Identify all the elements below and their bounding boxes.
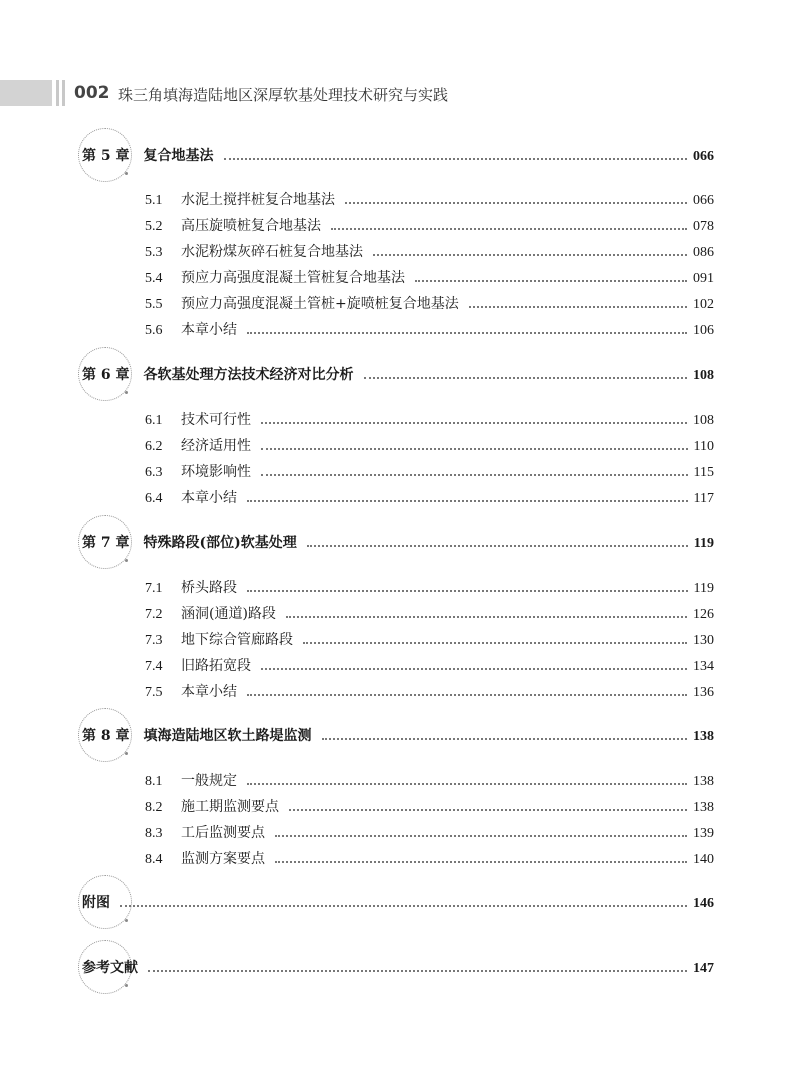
- section-number: 6.3: [145, 465, 163, 480]
- dot-leader: [364, 377, 688, 379]
- toc-section-entry[interactable]: [145, 294, 714, 315]
- section-title: 预应力高强度混凝土管桩复合地基法: [181, 270, 405, 286]
- dot-leader: [289, 809, 687, 811]
- dot-leader: [307, 545, 688, 547]
- page-ref: 108: [693, 413, 714, 428]
- section-number: 6.4: [145, 491, 163, 506]
- section-number: 6.1: [145, 413, 163, 428]
- section-title: 旧路拓宽段: [181, 658, 251, 674]
- dot-leader: [331, 228, 687, 230]
- page-ref: 138: [693, 774, 714, 789]
- section-number: 7.2: [145, 607, 163, 622]
- dot-leader: [275, 835, 687, 837]
- page-ref: 136: [693, 685, 714, 700]
- section-title: 监测方案要点: [181, 851, 265, 867]
- section-title: 环境影响性: [181, 464, 251, 480]
- page-ref: 140: [693, 852, 714, 867]
- chapter-label: 第 5 章: [82, 148, 130, 164]
- page-ref: 066: [693, 149, 714, 164]
- dot-leader: [247, 500, 688, 502]
- references-title: 参考文献: [82, 960, 138, 976]
- page-ref: 106: [693, 323, 714, 338]
- page-ref: 130: [693, 633, 714, 648]
- dot-leader: [303, 642, 687, 644]
- section-title: 涵洞(通道)路段: [181, 606, 276, 622]
- page-ref: 102: [693, 297, 714, 312]
- dot-leader: [373, 254, 687, 256]
- dot-leader: [247, 590, 688, 592]
- page-ref: 134: [693, 659, 714, 674]
- page-ref: 138: [693, 729, 714, 744]
- page-ref: 066: [693, 193, 714, 208]
- section-number: 8.2: [145, 800, 163, 815]
- section-title: 本章小结: [181, 322, 237, 338]
- section-number: 5.4: [145, 271, 163, 286]
- section-number: 5.2: [145, 219, 163, 234]
- page-ref: 117: [693, 491, 714, 506]
- section-title: 技术可行性: [181, 412, 251, 428]
- toc-section-entry[interactable]: [145, 604, 714, 625]
- page-ref: 091: [693, 271, 714, 286]
- toc-section-entry[interactable]: [145, 797, 714, 818]
- toc-section-entry[interactable]: [145, 410, 714, 431]
- section-number: 7.4: [145, 659, 163, 674]
- toc-section-entry[interactable]: [145, 190, 714, 211]
- chapter-title: 各软基处理方法技术经济对比分析: [143, 367, 354, 383]
- chapter-label: 第 6 章: [82, 367, 130, 383]
- page-ref: 139: [693, 826, 714, 841]
- chapter-title: 特殊路段(部位)软基处理: [143, 535, 297, 551]
- dot-leader: [247, 783, 687, 785]
- toc-chapter-entry[interactable]: [82, 726, 714, 747]
- appendix-title: 附图: [82, 895, 110, 911]
- toc-chapter-entry[interactable]: [82, 533, 714, 554]
- section-number: 7.5: [145, 685, 163, 700]
- toc-chapter-entry[interactable]: [82, 146, 714, 167]
- toc-section-entry[interactable]: [145, 462, 714, 483]
- section-number: 7.1: [145, 581, 163, 596]
- chapter-label: 第 8 章: [82, 728, 130, 744]
- page-ref: 086: [693, 245, 714, 260]
- page-number: 002: [74, 83, 110, 103]
- dot-leader: [247, 332, 687, 334]
- section-title: 工后监测要点: [181, 825, 265, 841]
- section-number: 7.3: [145, 633, 163, 648]
- section-title: 本章小结: [181, 490, 237, 506]
- page-ref: 138: [693, 800, 714, 815]
- section-number: 5.6: [145, 323, 163, 338]
- header-divider: [62, 80, 65, 106]
- toc-section-entry[interactable]: [145, 242, 714, 263]
- page-ref: 115: [693, 465, 714, 480]
- dot-leader: [261, 422, 687, 424]
- toc-section-entry[interactable]: [145, 268, 714, 289]
- page-ref: 078: [693, 219, 714, 234]
- chapter-label: 第 7 章: [82, 535, 130, 551]
- toc-chapter-entry[interactable]: [82, 365, 714, 386]
- section-title: 地下综合管廊路段: [181, 632, 293, 648]
- toc-section-entry[interactable]: [145, 771, 714, 792]
- page-ref: 108: [693, 368, 714, 383]
- toc-section-entry[interactable]: [145, 682, 714, 703]
- dot-leader: [148, 970, 687, 972]
- section-title: 施工期监测要点: [181, 799, 279, 815]
- section-title: 高压旋喷桩复合地基法: [181, 218, 321, 234]
- header-gray-bar: [0, 80, 52, 106]
- chapter-title: 填海造陆地区软土路堤监测: [143, 728, 312, 744]
- toc-section-entry[interactable]: [145, 216, 714, 237]
- dot-leader: [261, 474, 688, 476]
- toc-section-entry[interactable]: [145, 488, 714, 509]
- section-title: 本章小结: [181, 684, 237, 700]
- dot-leader: [224, 158, 688, 160]
- toc-section-entry[interactable]: [145, 320, 714, 341]
- page-ref: 119: [693, 581, 714, 596]
- section-number: 8.4: [145, 852, 163, 867]
- section-title: 一般规定: [181, 773, 237, 789]
- section-title: 经济适用性: [181, 438, 251, 454]
- toc-section-entry[interactable]: [145, 823, 714, 844]
- dot-leader: [286, 616, 687, 618]
- section-number: 5.5: [145, 297, 163, 312]
- dot-leader: [345, 202, 687, 204]
- dot-leader: [275, 861, 687, 863]
- dot-leader: [247, 694, 687, 696]
- dot-leader: [120, 905, 687, 907]
- section-title: 预应力高强度混凝土管桩+旋喷桩复合地基法: [181, 296, 459, 312]
- section-number: 6.2: [145, 439, 163, 454]
- toc-section-entry[interactable]: [145, 656, 714, 677]
- dot-leader: [261, 448, 688, 450]
- page-ref: 119: [693, 536, 714, 551]
- section-title: 水泥土搅拌桩复合地基法: [181, 192, 335, 208]
- toc-section-entry[interactable]: [145, 630, 714, 651]
- section-title: 水泥粉煤灰碎石桩复合地基法: [181, 244, 363, 260]
- toc-references-entry[interactable]: [82, 958, 714, 979]
- page-ref: 147: [693, 961, 714, 976]
- toc-appendix-entry[interactable]: [82, 893, 714, 914]
- toc-section-entry[interactable]: [145, 436, 714, 457]
- section-title: 桥头路段: [181, 580, 237, 596]
- chapter-title: 复合地基法: [143, 148, 214, 164]
- section-number: 5.3: [145, 245, 163, 260]
- section-number: 8.1: [145, 774, 163, 789]
- book-title: 珠三角填海造陆地区深厚软基处理技术研究与实践: [118, 86, 449, 104]
- page-ref: 110: [693, 439, 714, 454]
- header-divider: [56, 80, 59, 106]
- section-number: 8.3: [145, 826, 163, 841]
- dot-leader: [322, 738, 688, 740]
- dot-leader: [415, 280, 687, 282]
- dot-leader: [261, 668, 687, 670]
- dot-leader: [469, 306, 687, 308]
- page-ref: 126: [693, 607, 714, 622]
- section-number: 5.1: [145, 193, 163, 208]
- toc-section-entry[interactable]: [145, 578, 714, 599]
- toc-section-entry[interactable]: [145, 849, 714, 870]
- page-ref: 146: [693, 896, 714, 911]
